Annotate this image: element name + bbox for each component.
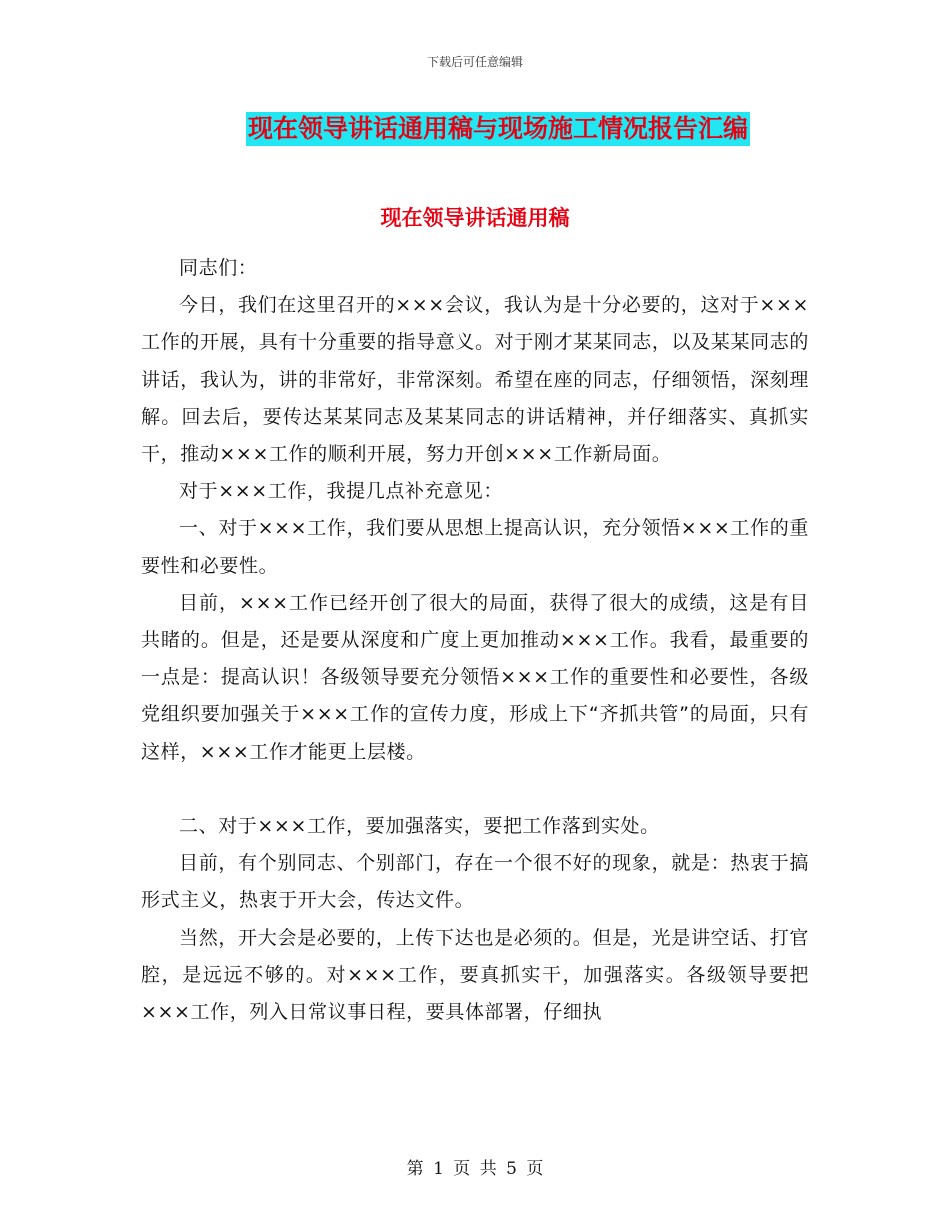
paragraph-point-1: 一、对于×××工作，我们要从思想上提高认识，充分领悟×××工作的重要性和必要性。 [141,517,809,577]
paragraph: 今日，我们在这里召开的×××会议，我认为是十分必要的，这对于×××工作的开展，具有十分重要的指导意义。对于刚才某某同志，以及某某同志的讲话，我认为，讲的非常好，非常深刻。希望在座的同志，仔细领悟，深刻理解。回去后，要传达某某同志及某某同志的讲话精神，并仔细落实、真抓实干，推动×××工作的顺利开展，努力开创×××工作新局面。 [141,294,809,466]
paragraph: 目前，有个别同志、个别部门，存在一个很不好的现象，就是：热衷于搞形式主义，热衷于开大会，传达文件。 [141,852,809,912]
paragraph-spacer [141,771,809,808]
main-title: 现在领导讲话通用稿与现场施工情况报告汇编 [246,112,750,146]
header-note: 下载后可任意编辑 [426,55,523,69]
paragraph: 目前，×××工作已经开创了很大的局面，获得了很大的成绩，这是有目共睹的。但是，还是要从深度和广度上更加推动×××工作。我看，最重要的一点是：提高认识！各级领导要充分领悟×××工作的重要性和必要性，各级党组织要加强关于×××工作的宣传力度，形成上下“齐抓共管”的局面，只有这样，×××工作才能更上层楼。 [141,591,809,763]
document-body [141,250,809,1031]
main-title-container [0,112,950,146]
paragraph: 当然，开大会是必要的，上传下达也是必须的。但是，光是讲空话、打官腔，是远远不够的。对×××工作，要真抓实干，加强落实。各级领导要把×××工作，列入日常议事日程，要具体部署，仔细执 [141,926,809,1024]
paragraph-point-2: 二、对于×××工作，要加强落实，要把工作落到实处。 [179,815,660,838]
paragraph-salutation: 同志们： [179,257,258,279]
section-title: 现在领导讲话通用稿 [380,205,570,230]
paragraph: 对于×××工作，我提几点补充意见： [179,480,503,503]
page-footer: 第 1 页 共 5 页 [406,1159,544,1179]
